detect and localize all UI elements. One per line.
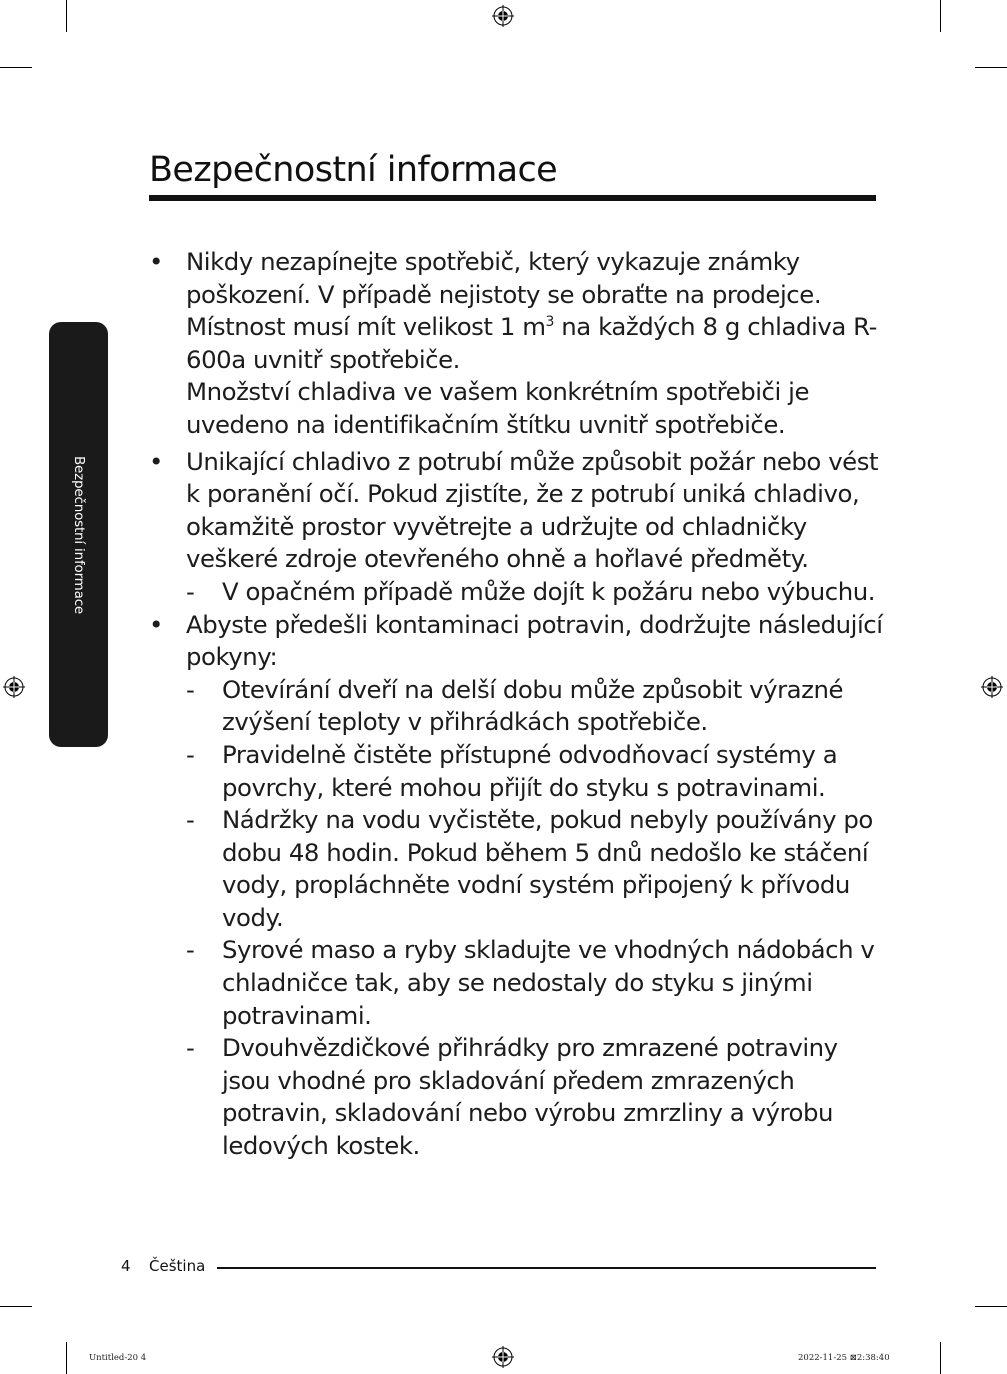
page-title: Bezpečnostní informace [149,150,558,190]
sub-list-item [186,1032,889,1162]
print-slug-right: 2022-11-25 ⊠2:38:40 [798,1353,890,1363]
bullet: • [149,446,163,476]
paragraph: Množství chladiva ve vašem konkrétním spotřebiči je uvedeno na identifikačním štítku uvnitř spotřebiče. [186,377,810,439]
dash: - [186,576,195,606]
safety-content [149,246,889,1163]
side-tab-label: Bezpečnostní informace [70,455,87,614]
list-item [149,609,889,1163]
bullet: • [149,609,163,639]
section-side-tab [49,322,108,747]
registration-mark-icon [3,676,25,698]
crop-mark [0,67,32,68]
crop-mark [66,1342,67,1374]
crop-mark [66,0,67,32]
print-slug-left: Untitled-20 4 [89,1353,147,1363]
page-number: 4 [121,1257,131,1275]
crop-mark [940,1342,941,1374]
paragraph: V opačném případě může dojít k požáru nebo výbuchu. [222,576,876,606]
sub-list-item [186,804,889,934]
crop-mark [975,67,1007,68]
footer-rule [217,1267,876,1269]
sub-list-item [186,674,889,739]
dash: - [186,805,195,835]
dash: - [186,935,195,965]
paragraph: Pravidelně čistěte přístupné odvodňovací systémy a povrchy, které mohou přijít do styku s potravinami. [222,739,838,802]
registration-mark-icon [492,5,514,27]
dash: - [186,674,195,704]
paragraph: Dvouhvězdičkové přihrádky pro zmrazené potraviny jsou vhodné pro skladování předem zmrazených potravin, skladování nebo výrobu zmrzliny a výrobu ledových kostek. [222,1033,838,1161]
registration-mark-icon [492,1346,514,1368]
list-item [149,246,889,442]
paragraph: Otevírání dveří na delší dobu může způsobit výrazné zvýšení teploty v přihrádkách spotřebiče. [222,674,844,737]
sub-list-item [186,576,889,609]
bullet: • [149,247,163,276]
paragraph: Unikající chladivo z potrubí může způsobit požár nebo vést k poranění očí. Pokud zjistíte, že z potrubí uniká chladivo, okamžitě prostor vyvětrejte a udržujte od chladničky veškeré zdroje otevřeného ohně a hořlavé předměty. [186,446,879,574]
dash: - [186,1033,195,1063]
paragraph: Nádržky na vodu vyčistěte, pokud nebyly používány po dobu 48 hodin. Pokud během 5 dnů nedošlo ke stáčení vody, propláchněte vodní systém připojený k přívodu vody. [222,805,873,932]
crop-mark [975,1306,1007,1307]
paragraph: Nikdy nezapínejte spotřebič, který vykazuje známky poškození. V případě nejistoty se obraťte na prodejce. [186,247,822,309]
sub-list-item [186,934,889,1032]
paragraph: Místnost musí mít velikost 1 $m^3$ na každých 8 g chladiva R-600a uvnitř spotřebiče. [186,312,877,374]
dash: - [186,739,195,769]
paragraph: Syrové maso a ryby skladujte ve vhodných nádobách v chladničce tak, aby se nedostaly do styku s jinými potravinami. [222,935,875,1030]
paragraph: Abyste předešli kontaminaci potravin, dodržujte následující pokyny: [186,609,883,672]
title-underline [149,195,876,201]
list-item [149,446,889,609]
registration-mark-icon [981,676,1003,698]
crop-mark [0,1306,32,1307]
crop-mark [940,0,941,32]
footer-language: Čeština [149,1257,206,1275]
sub-list-item [186,739,889,804]
